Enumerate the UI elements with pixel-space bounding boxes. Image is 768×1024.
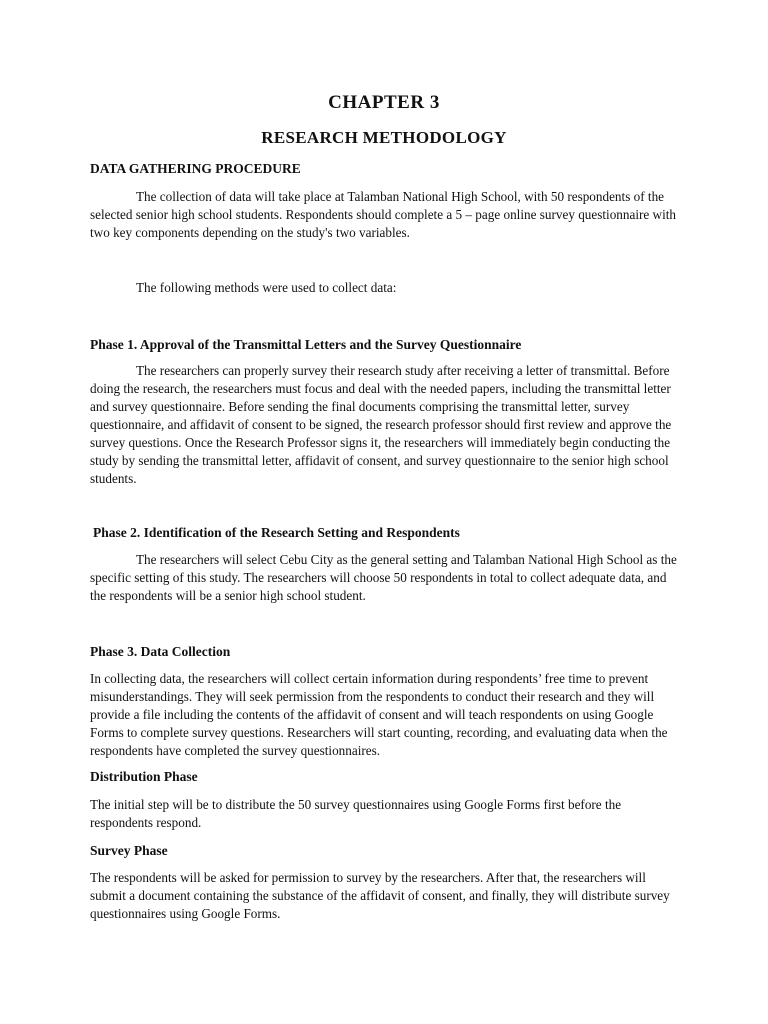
phase2-body: The researchers will select Cebu City as the general setting and Talamban National High School as the specific setting of this study. The researchers will choose 50 respondents in total to collect adequate data, and the respondents will be a senior high school student. (90, 552, 677, 603)
survey-body: The respondents will be asked for permission to survey by the researchers. After that, the researchers will submit a document containing the substance of the affidavit of consent, and finally, they will distribute survey questionnaires using Google Forms. (90, 870, 670, 921)
phase2-heading: Phase 2. Identification of the Research Setting and Respondents (93, 525, 460, 540)
phase3-body: In collecting data, the researchers will collect certain information during respondents’ free time to prevent misunderstandings. They will seek permission from the respondents to conduct their research and they will provide a file including the contents of the affidavit of consent and will teach respondents on using Google Forms to complete survey questions. Researchers will start counting, recording, and evaluating data when the respondents have completed the survey questionnaires. (90, 671, 668, 758)
chapter-subtitle: RESEARCH METHODOLOGY (261, 128, 507, 147)
intro-paragraph: The collection of data will take place at Talamban National High School, with 50 respondents of the selected senior high school students. Respondents should complete a 5 – page online survey questionnaire with two key components depending on the study's two variables. (90, 189, 676, 240)
distribution-body: The initial step will be to distribute the 50 survey questionnaires using Google Forms first before the respondents respond. (90, 797, 622, 830)
section-heading: DATA GATHERING PROCEDURE (90, 161, 301, 176)
methods-intro: The following methods were used to collect data: (136, 280, 397, 295)
phase3-heading: Phase 3. Data Collection (90, 644, 231, 659)
distribution-heading: Distribution Phase (90, 769, 198, 784)
survey-heading: Survey Phase (90, 843, 168, 858)
phase1-heading: Phase 1. Approval of the Transmittal Letters and the Survey Questionnaire (90, 337, 522, 352)
phase1-body: The researchers can properly survey their research study after receiving a letter of transmittal. Before doing the research, the researchers must focus and deal with the needed papers, including the transmittal letter and survey questionnaire. Before sending the final documents comprising the transmittal letter, survey questionnaire, and affidavit of consent to be signed, the research professor should first review and approve the survey questions. Once the Research Professor signs it, the researchers will immediately begin conducting the study by sending the transmittal letter, affidavit of consent, and survey questionnaire to the senior high school students. (90, 363, 672, 486)
chapter-title: CHAPTER 3 (328, 92, 440, 113)
